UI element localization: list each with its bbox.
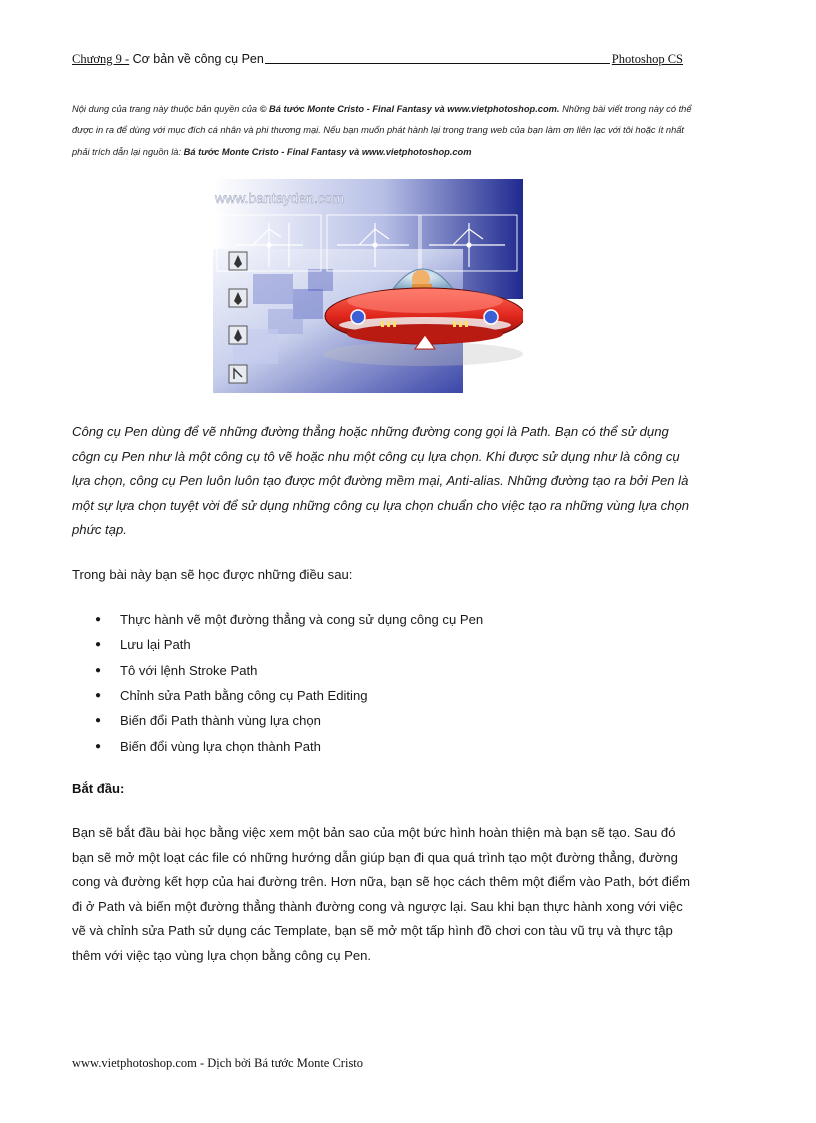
list-item-text: Biến đổi Path thành vùng lựa chọn bbox=[120, 713, 321, 729]
list-item bbox=[95, 632, 483, 657]
bullet-dot: ● bbox=[95, 664, 102, 676]
list-item bbox=[95, 683, 483, 708]
copyright-holder-2: Bá tước Monte Cristo - Final Fantasy và www.vietphotoshop.com bbox=[183, 146, 472, 157]
list-item bbox=[95, 607, 483, 632]
bullet-dot: ● bbox=[95, 614, 102, 626]
page-header bbox=[72, 52, 683, 67]
list-item bbox=[95, 733, 483, 758]
intro-paragraph: Công cụ Pen dùng để vẽ những đường thẳng hoặc những đường cong gọi là Path. Bạn có thể sử dụng côgn cụ Pen như là một công cụ tô vẽ hoặc nhu một công cụ lựa chọn. Khi được sử dụng như là công cụ lựa chọn, công cụ Pen luôn luôn tạo được một đường mềm mại, Anti-alias. Những đường tạo ra bởi Pen là một sự lựa chọn tuyệt vời để sử dụng những công cụ lựa chọn chuẩn cho việc tạo ra những vùng lựa chọn phức tạp. bbox=[72, 424, 690, 538]
page-footer: www.vietphotoshop.com - Dịch bởi Bá tước Monte Cristo bbox=[72, 1056, 364, 1070]
copyright-text-2: Những bài viết trong này có thể được in ra để dùng với mục đích cá nhân và phi thương mại. Nếu bạn muốn phát hành lại trong trang web của bạn làm ơn liên lạc với tôi hoặc ít nhất phải trích dẫn lại nguồn là: bbox=[72, 104, 692, 157]
list-item-text: Lưu lại Path bbox=[120, 637, 191, 653]
list-item bbox=[95, 658, 483, 683]
lesson-intro: Trong bài này bạn sẽ học được những điều sau: bbox=[72, 567, 353, 582]
list-item-text: Biến đổi vùng lựa chọn thành Path bbox=[120, 738, 321, 754]
lesson-list bbox=[95, 607, 483, 759]
pen-tool-illustration bbox=[213, 179, 523, 393]
list-item bbox=[95, 708, 483, 733]
body-paragraph: Bạn sẽ bắt đầu bài học bằng việc xem một bản sao của một bức hình hoàn thiện mà bạn sẽ tạo. Sau đó bạn sẽ mở một loạt các file có những hướng dẫn giúp bạn đi qua quá trình tạo một đường thẳng, đường cong và đường kết hợp của hai đường trên. Hơn nữa, bạn sẽ học cách thêm một điểm vào Path, bớt điểm đi ở Path và biến một đường thẳng thành đường cong và ngược lại. Sau khi bạn thực hành xong với việc vẽ và chỉnh sửa Path sử dụng các Template, bạn sẽ mở một tấp hình đồ chơi con tàu vũ trụ và thực tập thêm với việc tạo vùng lựa chọn bằng công cụ Pen. bbox=[72, 825, 691, 963]
watermark-text: www.bantayden.com bbox=[215, 190, 345, 206]
list-item-text: Tô với lệnh Stroke Path bbox=[120, 662, 258, 678]
bullet-dot: ● bbox=[95, 639, 102, 651]
header-product: Photoshop CS bbox=[611, 52, 683, 66]
copyright-text-1: Nội dung của trang này thuộc bản quyền của bbox=[72, 104, 260, 114]
header-chapter: Chương 9 - bbox=[72, 52, 130, 66]
header-chapter-title bbox=[72, 52, 264, 67]
header-rule bbox=[265, 63, 610, 64]
section-heading: Bắt đầu: bbox=[72, 781, 125, 796]
list-item-text: Thực hành vẽ một đường thẳng và cong sử dụng công cụ Pen bbox=[120, 612, 484, 628]
copyright-notice bbox=[72, 99, 692, 163]
copyright-holder-1: © Bá tước Monte Cristo - Final Fantasy và www.vietphotoshop.com. bbox=[259, 104, 560, 114]
bullet-dot: ● bbox=[95, 690, 102, 702]
illustration-svg bbox=[213, 179, 523, 393]
header-title: Cơ bản về công cụ Pen bbox=[129, 52, 264, 66]
bullet-dot: ● bbox=[95, 740, 102, 752]
list-item-text: Chỉnh sửa Path bằng công cụ Path Editing bbox=[120, 688, 368, 704]
bullet-dot: ● bbox=[95, 715, 102, 727]
